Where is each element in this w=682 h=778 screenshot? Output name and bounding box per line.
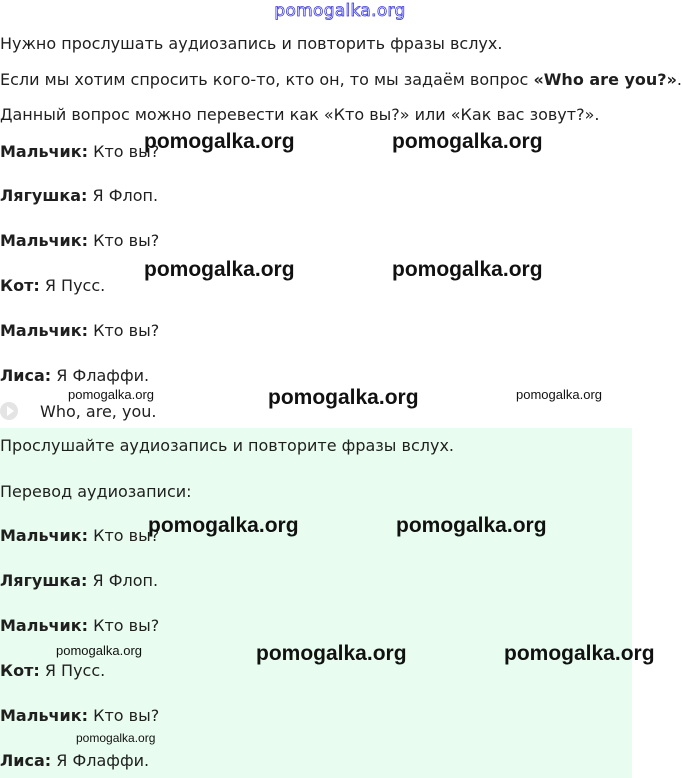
speaker-sep: : (81, 321, 89, 340)
watermark: pomogalka.org (268, 386, 419, 409)
speaker: Кот (0, 661, 34, 680)
speaker-sep: : (81, 186, 88, 205)
watermark: pomogalka.org (56, 643, 142, 658)
answer-dialogue-line (0, 661, 105, 681)
speaker-sep: : (81, 142, 89, 161)
dialogue-line (0, 231, 159, 251)
speaker: Лиса (0, 366, 45, 385)
speaker-sep: : (33, 661, 40, 680)
line-text: Кто вы? (88, 321, 160, 340)
dialogue-line (0, 186, 158, 206)
speaker: Лягушка (0, 186, 81, 205)
watermark: pomogalka.org (144, 130, 295, 153)
line-text: Я Флоп. (87, 571, 159, 590)
intro-line-2 (0, 70, 682, 90)
speaker: Мальчик (0, 616, 82, 635)
speaker: Кот (0, 276, 34, 295)
intro-line-2-end: . (676, 70, 682, 89)
speaker: Мальчик (0, 142, 82, 161)
answer-dialogue-line (0, 526, 159, 546)
speaker: Мальчик (0, 526, 82, 545)
watermark: pomogalka.org (76, 731, 156, 745)
speaker-sep: : (81, 706, 89, 725)
speaker-sep: : (44, 366, 52, 385)
dialogue-line (0, 142, 159, 162)
answer-dialogue-line (0, 706, 159, 726)
watermark: pomogalka.org (504, 642, 655, 665)
play-icon[interactable] (0, 402, 18, 420)
audio-label: Who, are, you. (40, 401, 157, 421)
answer-instruction: Прослушайте аудиозапись и повторите фразы вслух. (0, 436, 454, 455)
speaker: Лиса (0, 751, 45, 770)
speaker-sep: : (81, 616, 89, 635)
speaker-sep: : (81, 571, 88, 590)
translation-label: Перевод аудиозаписи: (0, 482, 192, 501)
line-text: Кто вы? (88, 142, 160, 161)
speaker-sep: : (44, 751, 52, 770)
watermark: pomogalka.org (148, 514, 299, 537)
watermark: pomogalka.org (68, 387, 154, 402)
watermark: pomogalka.org (144, 258, 295, 281)
line-text: Кто вы? (88, 706, 160, 725)
intro-line-2-text: Если мы хотим спросить кого-то, кто он, то мы задаём вопрос (0, 70, 534, 89)
answer-dialogue-line (0, 751, 149, 771)
audio-player[interactable] (0, 400, 156, 422)
watermark: pomogalka.org (392, 258, 543, 281)
watermark: pomogalka.org (256, 642, 407, 665)
line-text: Кто вы? (88, 526, 160, 545)
header-watermark: pomogalka.org (274, 1, 406, 21)
line-text: Я Флаффи. (51, 366, 150, 385)
dialogue-line (0, 276, 105, 296)
question-phrase: «Who are you?» (533, 70, 677, 89)
line-text: Я Флоп. (87, 186, 159, 205)
watermark: pomogalka.org (396, 514, 547, 537)
intro-line-3: Данный вопрос можно перевести как «Кто вы?» или «Как вас зовут?». (0, 105, 600, 124)
answer-dialogue-line (0, 571, 158, 591)
line-text: Я Флаффи. (51, 751, 150, 770)
dialogue-line (0, 366, 149, 386)
speaker: Лягушка (0, 571, 81, 590)
speaker-sep: : (33, 276, 40, 295)
speaker-sep: : (81, 526, 89, 545)
intro-line-1: Нужно прослушать аудиозапись и повторить фразы вслух. (0, 34, 503, 53)
watermark: pomogalka.org (516, 387, 602, 402)
dialogue-line (0, 321, 159, 341)
speaker-sep: : (81, 231, 89, 250)
line-text: Кто вы? (88, 616, 160, 635)
line-text: Я Пусс. (39, 276, 106, 295)
answer-dialogue-line (0, 616, 159, 636)
speaker: Мальчик (0, 231, 82, 250)
watermark: pomogalka.org (392, 130, 543, 153)
line-text: Я Пусс. (39, 661, 106, 680)
speaker: Мальчик (0, 321, 82, 340)
speaker: Мальчик (0, 706, 82, 725)
line-text: Кто вы? (88, 231, 160, 250)
